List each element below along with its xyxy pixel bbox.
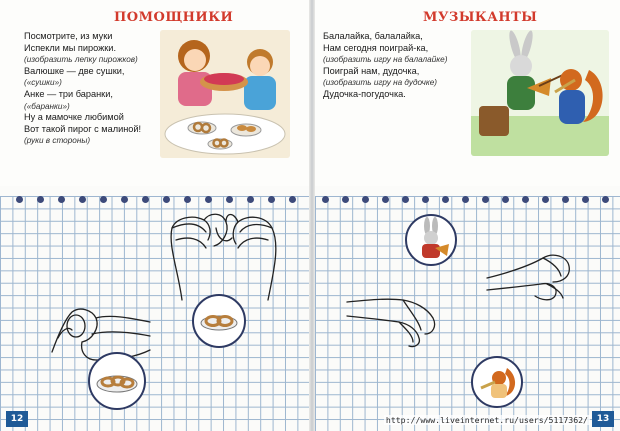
- page-number-left: 12: [6, 411, 28, 427]
- poem-line: Испекли мы пирожки.: [24, 42, 116, 53]
- baranki-icon: [90, 354, 144, 408]
- poem-instruction: (руки в стороны): [24, 136, 91, 146]
- squirrel-pipe-icon: [473, 358, 521, 406]
- poem-line: Анке — три баранки,: [24, 88, 113, 99]
- right-page-title: МУЗЫКАНТЫ: [423, 10, 538, 25]
- poem-line: Посмотрите, из муки: [24, 31, 113, 41]
- poem-line: Балалайка, балалайка,: [323, 31, 423, 41]
- poem-instruction: (изобразить игру на дудочке): [323, 78, 438, 88]
- baranki-picture-circle: [88, 352, 146, 410]
- right-page: [315, 0, 620, 431]
- squirrel-pipe-picture-circle: [471, 356, 523, 408]
- hare-balalaika-picture-circle: [405, 214, 457, 266]
- page-number-right: 13: [592, 411, 614, 427]
- poem-instruction: (изобразить лепку пирожков): [24, 55, 138, 65]
- poem-line: Дудочка-погудочка.: [323, 88, 406, 99]
- right-hand-gesture-drawings: [315, 0, 620, 431]
- poem-instruction: («баранки»): [24, 101, 70, 111]
- poem-line: Ну а мамочке любимой: [24, 112, 124, 123]
- hare-balalaika-icon: [407, 216, 455, 264]
- source-watermark: http://www.liveinternet.ru/users/5117362/: [385, 415, 588, 425]
- poem-line: Поиграй нам, дудочка,: [323, 65, 420, 76]
- sushki-icon: [194, 296, 244, 346]
- left-page-title: ПОМОЩНИКИ: [114, 10, 234, 25]
- poem-line: Вот такой пирог с малиной!: [24, 123, 142, 134]
- sushki-picture-circle: [192, 294, 246, 348]
- poem-instruction: («сушки»): [24, 78, 62, 88]
- poem-instruction: (изобразить игру на балалайке): [323, 55, 448, 65]
- poem-line: Нам сегодня поиграй-ка,: [323, 42, 429, 53]
- poem-line: Валюшке — две сушки,: [24, 65, 125, 76]
